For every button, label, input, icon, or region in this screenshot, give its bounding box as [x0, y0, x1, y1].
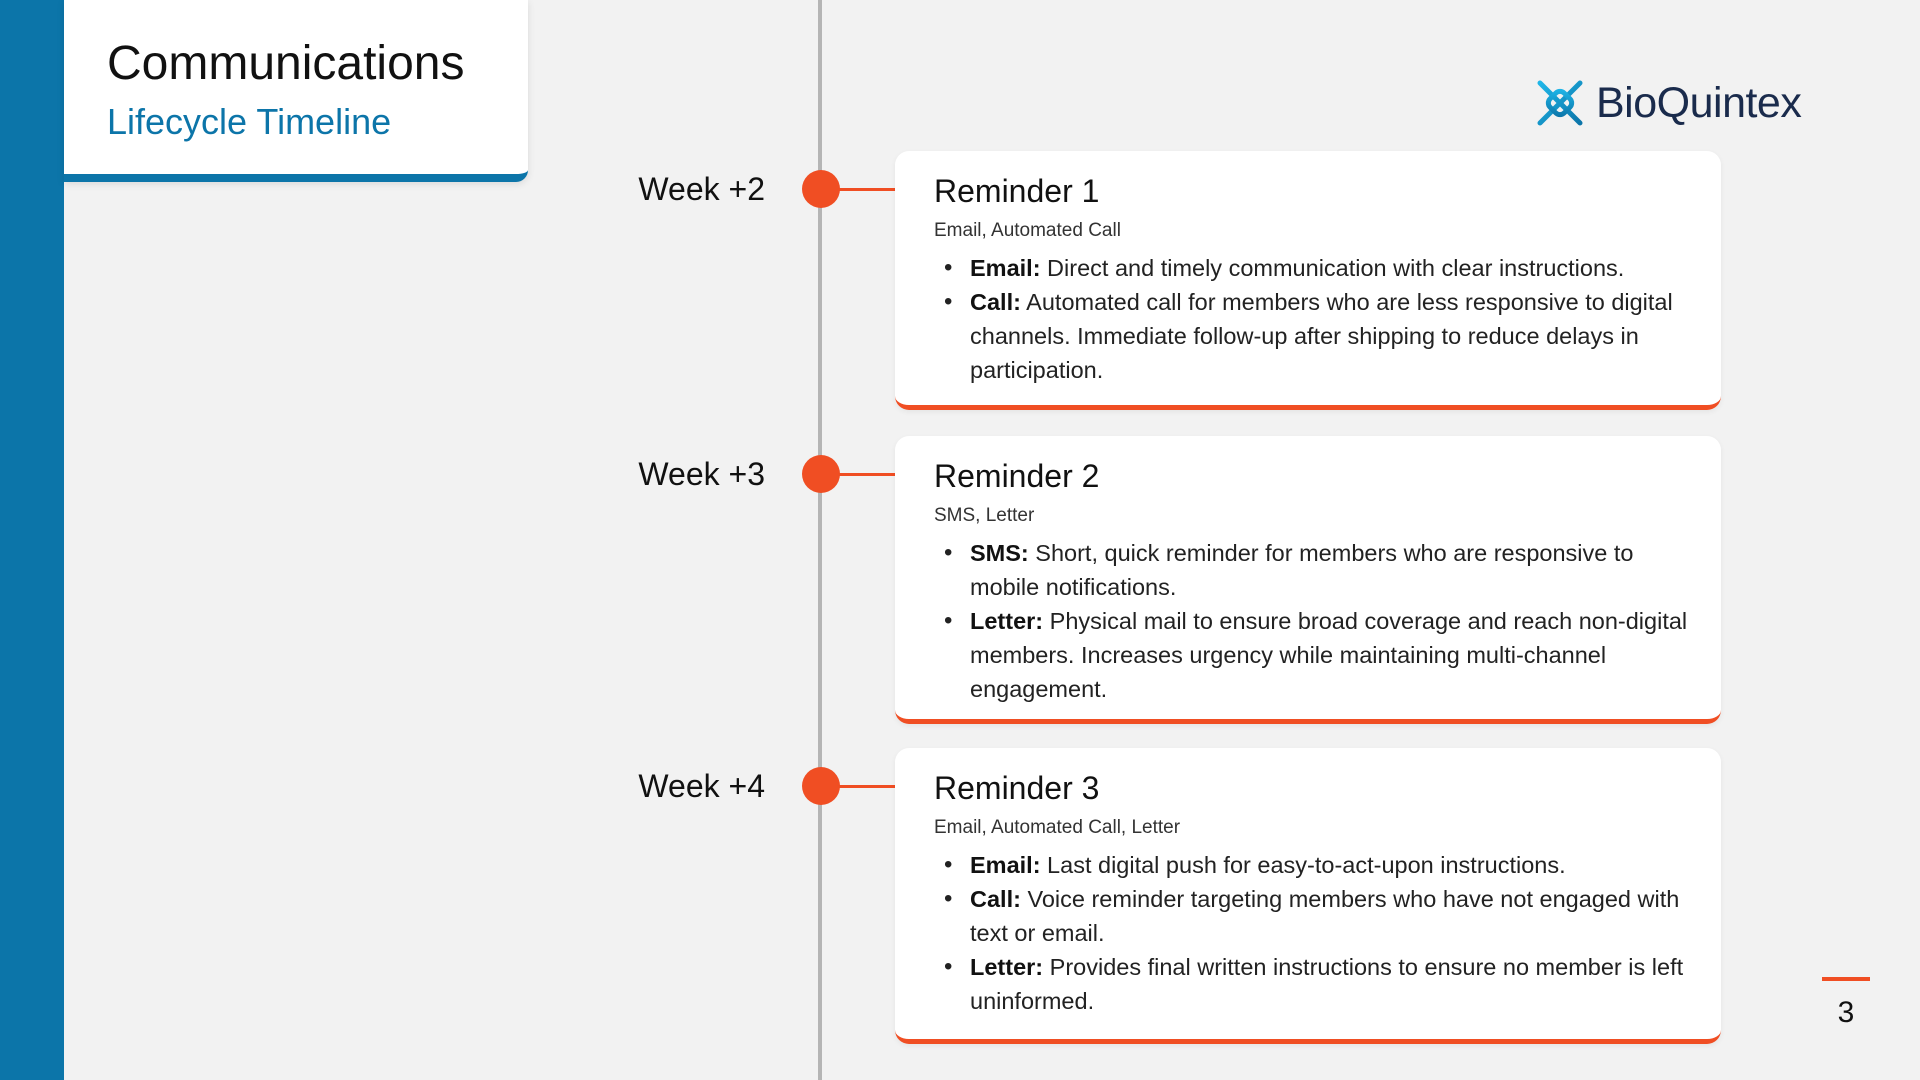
card-channels: Email, Automated Call [934, 220, 1121, 241]
reminder-card [895, 151, 1721, 410]
week-label: Week +4 [638, 768, 765, 804]
page-subtitle: Lifecycle Timeline [107, 101, 392, 142]
left-accent-bar [0, 0, 64, 1080]
bullet-text: Last digital push for easy-to-act-upon instructions. [1040, 852, 1566, 878]
list-item [934, 604, 1691, 706]
card-title: Reminder 1 [934, 173, 1100, 209]
bullet-term: Email: [970, 852, 1041, 878]
week-label: Week +2 [638, 171, 765, 207]
brand-logo [1532, 75, 1801, 131]
bullet-term: Call: [970, 289, 1021, 315]
reminder-card [895, 748, 1721, 1044]
card-channels: SMS, Letter [934, 505, 1035, 526]
list-item [934, 882, 1691, 950]
page-number-marker [1822, 977, 1870, 981]
card-title: Reminder 3 [934, 770, 1100, 806]
bullet-text: Provides final written instructions to ensure no member is left uninformed. [970, 954, 1684, 1014]
double-x-mark-icon [1532, 75, 1588, 131]
list-item [934, 848, 1691, 882]
bullet-text: Short, quick reminder for members who are responsive to mobile notifications. [970, 540, 1634, 600]
bullet-term: Email: [970, 255, 1041, 281]
week-label: Week +3 [638, 456, 765, 492]
bullet-term: SMS: [970, 540, 1029, 566]
bullet-text: Physical mail to ensure broad coverage and reach non-digital members. Increases urgency while maintaining multi-channel engagement. [970, 608, 1688, 702]
page-number: 3 [1837, 996, 1855, 1029]
page-title: Communications [107, 37, 465, 90]
brand-name: BioQuintex [1596, 78, 1802, 127]
list-item [934, 285, 1691, 387]
bullet-term: Call: [970, 886, 1021, 912]
card-title: Reminder 2 [934, 458, 1100, 494]
list-item [934, 536, 1691, 604]
timeline-axis [818, 0, 822, 1080]
title-card [64, 0, 528, 182]
reminder-card [895, 436, 1721, 724]
bullet-list [934, 536, 1691, 706]
list-item [934, 251, 1691, 285]
list-item [934, 950, 1691, 1018]
bullet-list [934, 251, 1691, 387]
bullet-list [934, 848, 1691, 1018]
bullet-text: Voice reminder targeting members who have not engaged with text or email. [970, 886, 1680, 946]
bullet-term: Letter: [970, 608, 1044, 634]
card-channels: Email, Automated Call, Letter [934, 817, 1181, 838]
bullet-text: Direct and timely communication with clear instructions. [1040, 255, 1625, 281]
bullet-text: Automated call for members who are less responsive to digital channels. Immediate follow-up after shipping to reduce delays in participation. [970, 289, 1673, 383]
bullet-term: Letter: [970, 954, 1044, 980]
